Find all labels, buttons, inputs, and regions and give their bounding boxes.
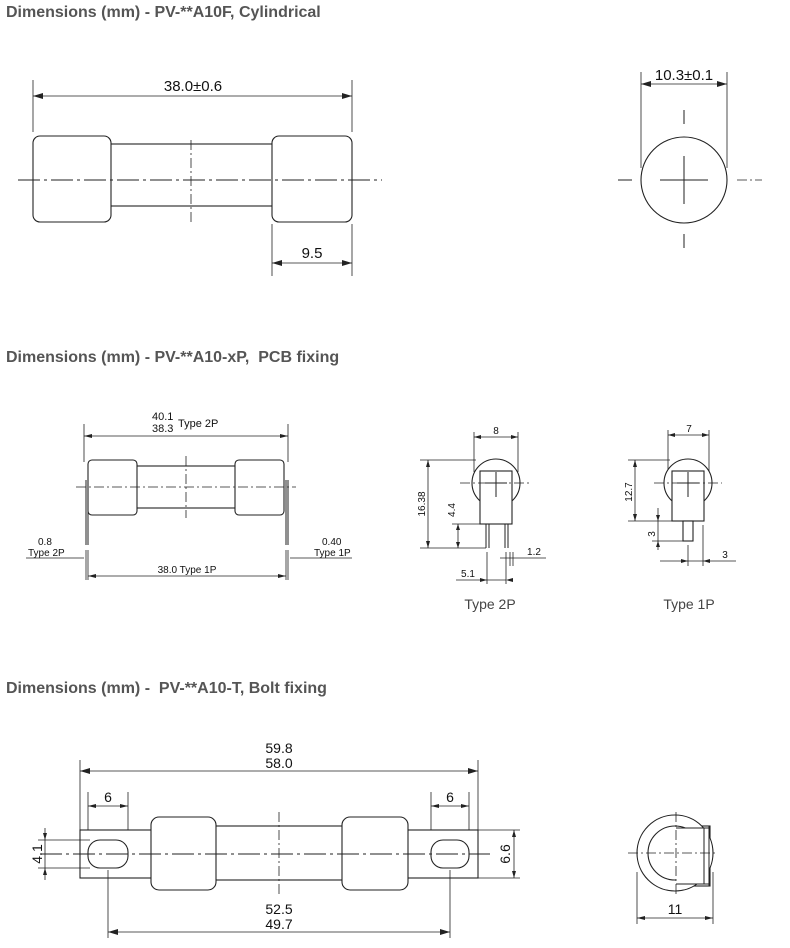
bolt-cap-left [151,817,216,890]
type2p-pin-spacing-label: 5.1 [461,569,475,580]
fuse-cap-right [272,136,352,222]
inner-bottom-label: 49.7 [265,916,293,932]
cap-length-label: 9.5 [301,245,323,262]
tab-height-label: 6.6 [497,844,513,864]
type1p-pin-height-label: 3 [647,531,658,537]
cylindrical-side-view [18,78,382,276]
body-length-label: 38.0 Type 1P [157,565,217,576]
length-label: 38.0±0.6 [163,78,223,95]
heading-bolt-fixing: Dimensions (mm) - PV-**A10-T, Bolt fixing [6,680,327,697]
cylindrical-end-view [618,67,762,248]
overall-bottom-label: 38.3 [152,423,174,435]
bolt-end-view [628,812,718,924]
overall-bottom-label: 58.0 [265,755,293,771]
type1p-height-label: 12.7 [624,482,635,502]
overall-type-label: Type 2P [178,418,219,430]
inner-top-label: 52.5 [265,901,293,917]
bolt-side-view [29,740,520,938]
fuse-cap-left [33,136,111,222]
tab-right-label: 6 [446,789,454,805]
pcb-type-2p-end-view [417,426,546,612]
type2p-pin-height-label: 4.4 [447,503,458,517]
type2p-pin-width-label: 1.2 [527,547,541,558]
bolt-diameter-label: 11 [667,901,683,917]
slot-height-label: 4.1 [29,844,45,864]
pcb-side-view [26,411,352,580]
diameter-label: 10.3±0.1 [654,67,714,84]
tab-left-label: 6 [104,789,112,805]
type2p-height-label: 16.38 [417,491,428,517]
type1p-caption: Type 1P [663,596,715,612]
pin-left-type: Type 2P [28,548,65,559]
pin-right-value: 0.40 [322,537,342,548]
type1p-pin [683,521,693,541]
type2p-caption: Type 2P [464,596,516,612]
pin-left-value: 0.8 [38,537,52,548]
heading-cylindrical: Dimensions (mm) - PV-**A10F, Cylindrical [6,4,321,21]
pcb-cap-left [88,460,137,515]
bolt-cap-right [342,817,408,890]
type1p-pin-offset-label: 3 [722,550,728,561]
pcb-type-1p-end-view [624,424,736,612]
pin-right-type: Type 1P [314,548,351,559]
heading-pcb-fixing: Dimensions (mm) - PV-**A10-xP, PCB fixing [6,349,340,366]
overall-top-label: 40.1 [152,411,174,423]
type1p-width-label: 7 [686,424,692,435]
overall-top-label: 59.8 [265,740,293,756]
type2p-width-label: 8 [493,426,499,437]
pcb-cap-right [235,460,284,515]
fuse-tube [110,144,274,206]
